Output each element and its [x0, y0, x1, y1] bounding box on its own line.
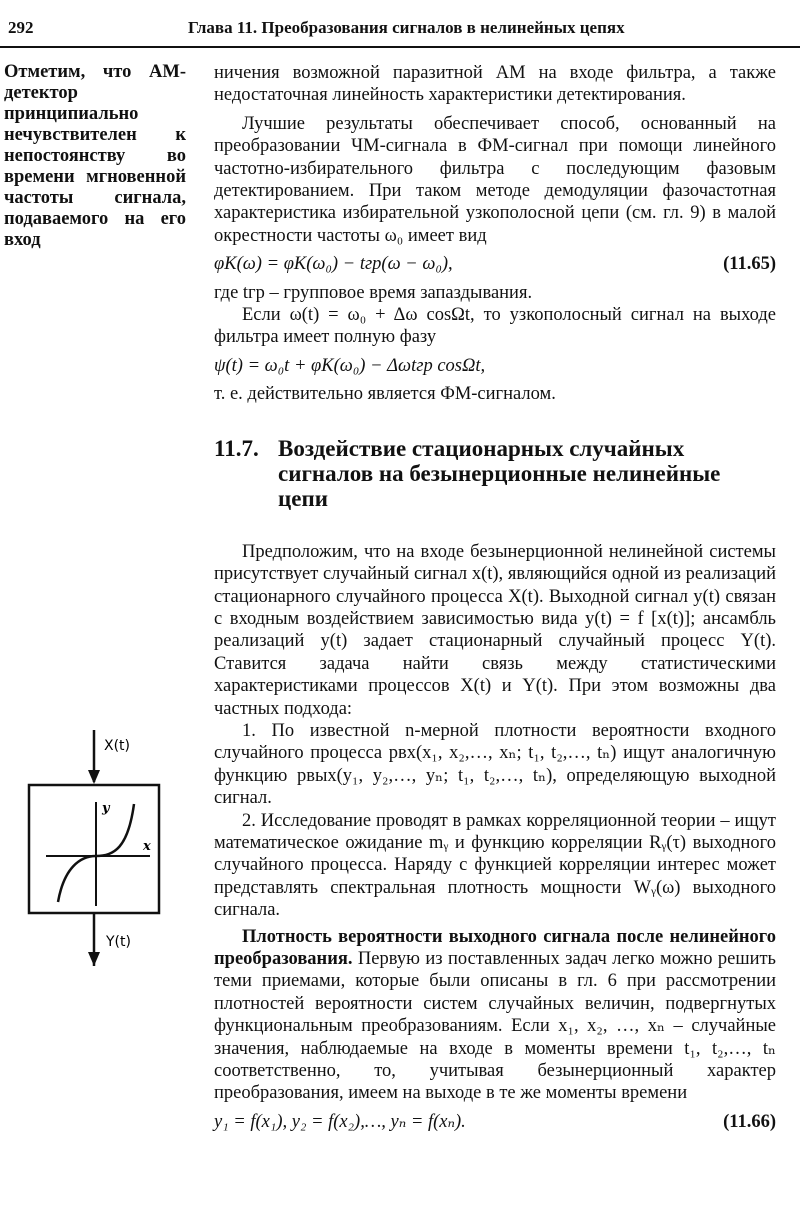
paragraph-6: Предположим, что на входе безынерционной нелинейной системы присутствует случайный сигнал x(t), являющийся одной из реализаций стационарного случайного процесса X(t). Выходной сигнал y(t) связан с входным воздействием зависимостью вида y(t) = f [x(t)]; ансамбль реализаций y(t) задает стационарный случайный процесс Y(t). Ставится задача найти связь между статистическими характеристиками процессов X(t) и Y(t). При этом возможны два частных подхода:	[214, 541, 776, 719]
equation-11-65-number: (11.65)	[723, 254, 776, 275]
x-axis-label: x	[143, 839, 151, 854]
page-number: 292	[8, 18, 34, 37]
input-arrowhead	[88, 770, 100, 784]
output-arrowhead	[88, 952, 100, 966]
nonlinear-element-figure	[14, 730, 184, 970]
section-number: 11.7.	[214, 435, 259, 461]
chapter-title: Глава 11. Преобразования сигналов в нелинейных цепях	[188, 18, 625, 37]
main-text	[214, 62, 776, 1139]
section-title: Воздействие стационарных случайных сигналов на безынерционные нелинейные цепи	[278, 435, 721, 511]
paragraph-5: т. е. действительно является ФМ-сигналом.	[214, 384, 556, 405]
output-label: Y(t)	[106, 934, 131, 950]
margin-note: Отметим, что АМ-детектор принципиально нечувствителен к непостоянству во времени мгновенной частоты сигнала, подаваемого на его вход	[4, 62, 186, 250]
equation-phase	[214, 355, 776, 377]
paragraph-2: Лучшие результаты обеспечивает способ, основанный на преобразовании ЧМ-сигнала в ФМ-сигнал при помощи линейного частотно-избирательного фильтра с последующим фазовым детектированием. При таком методе демодуляции фазочастотная характеристика избирательной узкополосной цепи (см. гл. 9) в малой окрестности частоты ω₀ имеет вид	[214, 113, 776, 246]
y-axis-label: y	[102, 801, 110, 816]
paragraph-4: Если ω(t) = ω₀ + Δω cosΩt, то узкополосный сигнал на выходе фильтра имеет полную фазу	[214, 305, 776, 348]
equation-11-65	[214, 253, 776, 275]
equation-phase-body: ψ(t) = ω₀t + φK(ω₀) − Δωtгр cosΩt,	[214, 355, 486, 376]
paragraph-8: 2. Исследование проводят в рамках корреляционной теории – ищут математическое ожидание mᵧ и функцию корреляции Rᵧ(τ) выходного случайного процесса. Наряду с функцией корреляции интерес может представлять спектральная плотность мощности Wᵧ(ω) выходного сигнала.	[214, 810, 776, 921]
header-rule	[0, 46, 800, 48]
equation-11-66-body: y₁ = f(x₁), y₂ = f(x₂),…, yₙ = f(xₙ).	[214, 1111, 466, 1132]
paragraph-3: где tгр – групповое время запаздывания.	[214, 282, 533, 303]
equation-11-66	[214, 1111, 776, 1133]
element-box	[29, 785, 159, 913]
run-in-heading: Плотность вероятности выходного сигнала после нелинейного преобразования.	[214, 926, 776, 969]
equation-11-65-body: φK(ω) = φK(ω₀) − tгр(ω − ω₀),	[214, 254, 453, 275]
paragraph-9	[214, 926, 776, 1105]
page-header	[0, 18, 800, 48]
equation-11-66-number: (11.66)	[723, 1111, 776, 1132]
figure-drawing	[14, 730, 184, 970]
paragraph-9-text: Первую из поставленных задач легко можно решить теми приемами, которые были описаны в гл. 6 при рассмотрении плотностей вероятности систем случайных величин, подвергнутых функциональным преобразованиям. Если x₁, x₂, …, xₙ – случайные значения, наблюдаемые на входе в моменты времени t₁, t₂,…, tₙ соответственно, то, учитывая безынерционный характер преобразования, имеем на выходе в те же моменты времени	[214, 949, 776, 1104]
paragraph-7: 1. По известной n-мерной плотности вероятности входного случайного процесса pвх(x₁, x₂,…, xₙ; t₁, t₂,…, tₙ) ищут аналогичную функцию pвых(y₁, y₂,…, yₙ; t₁, t₂,…, tₙ), определяющую выходной сигнал.	[214, 720, 776, 809]
paragraph-1: ничения возможной паразитной АМ на входе фильтра, а также недостаточная линейность характеристики детектирования.	[214, 63, 776, 106]
section-heading	[214, 436, 776, 511]
input-label: X(t)	[104, 738, 131, 754]
